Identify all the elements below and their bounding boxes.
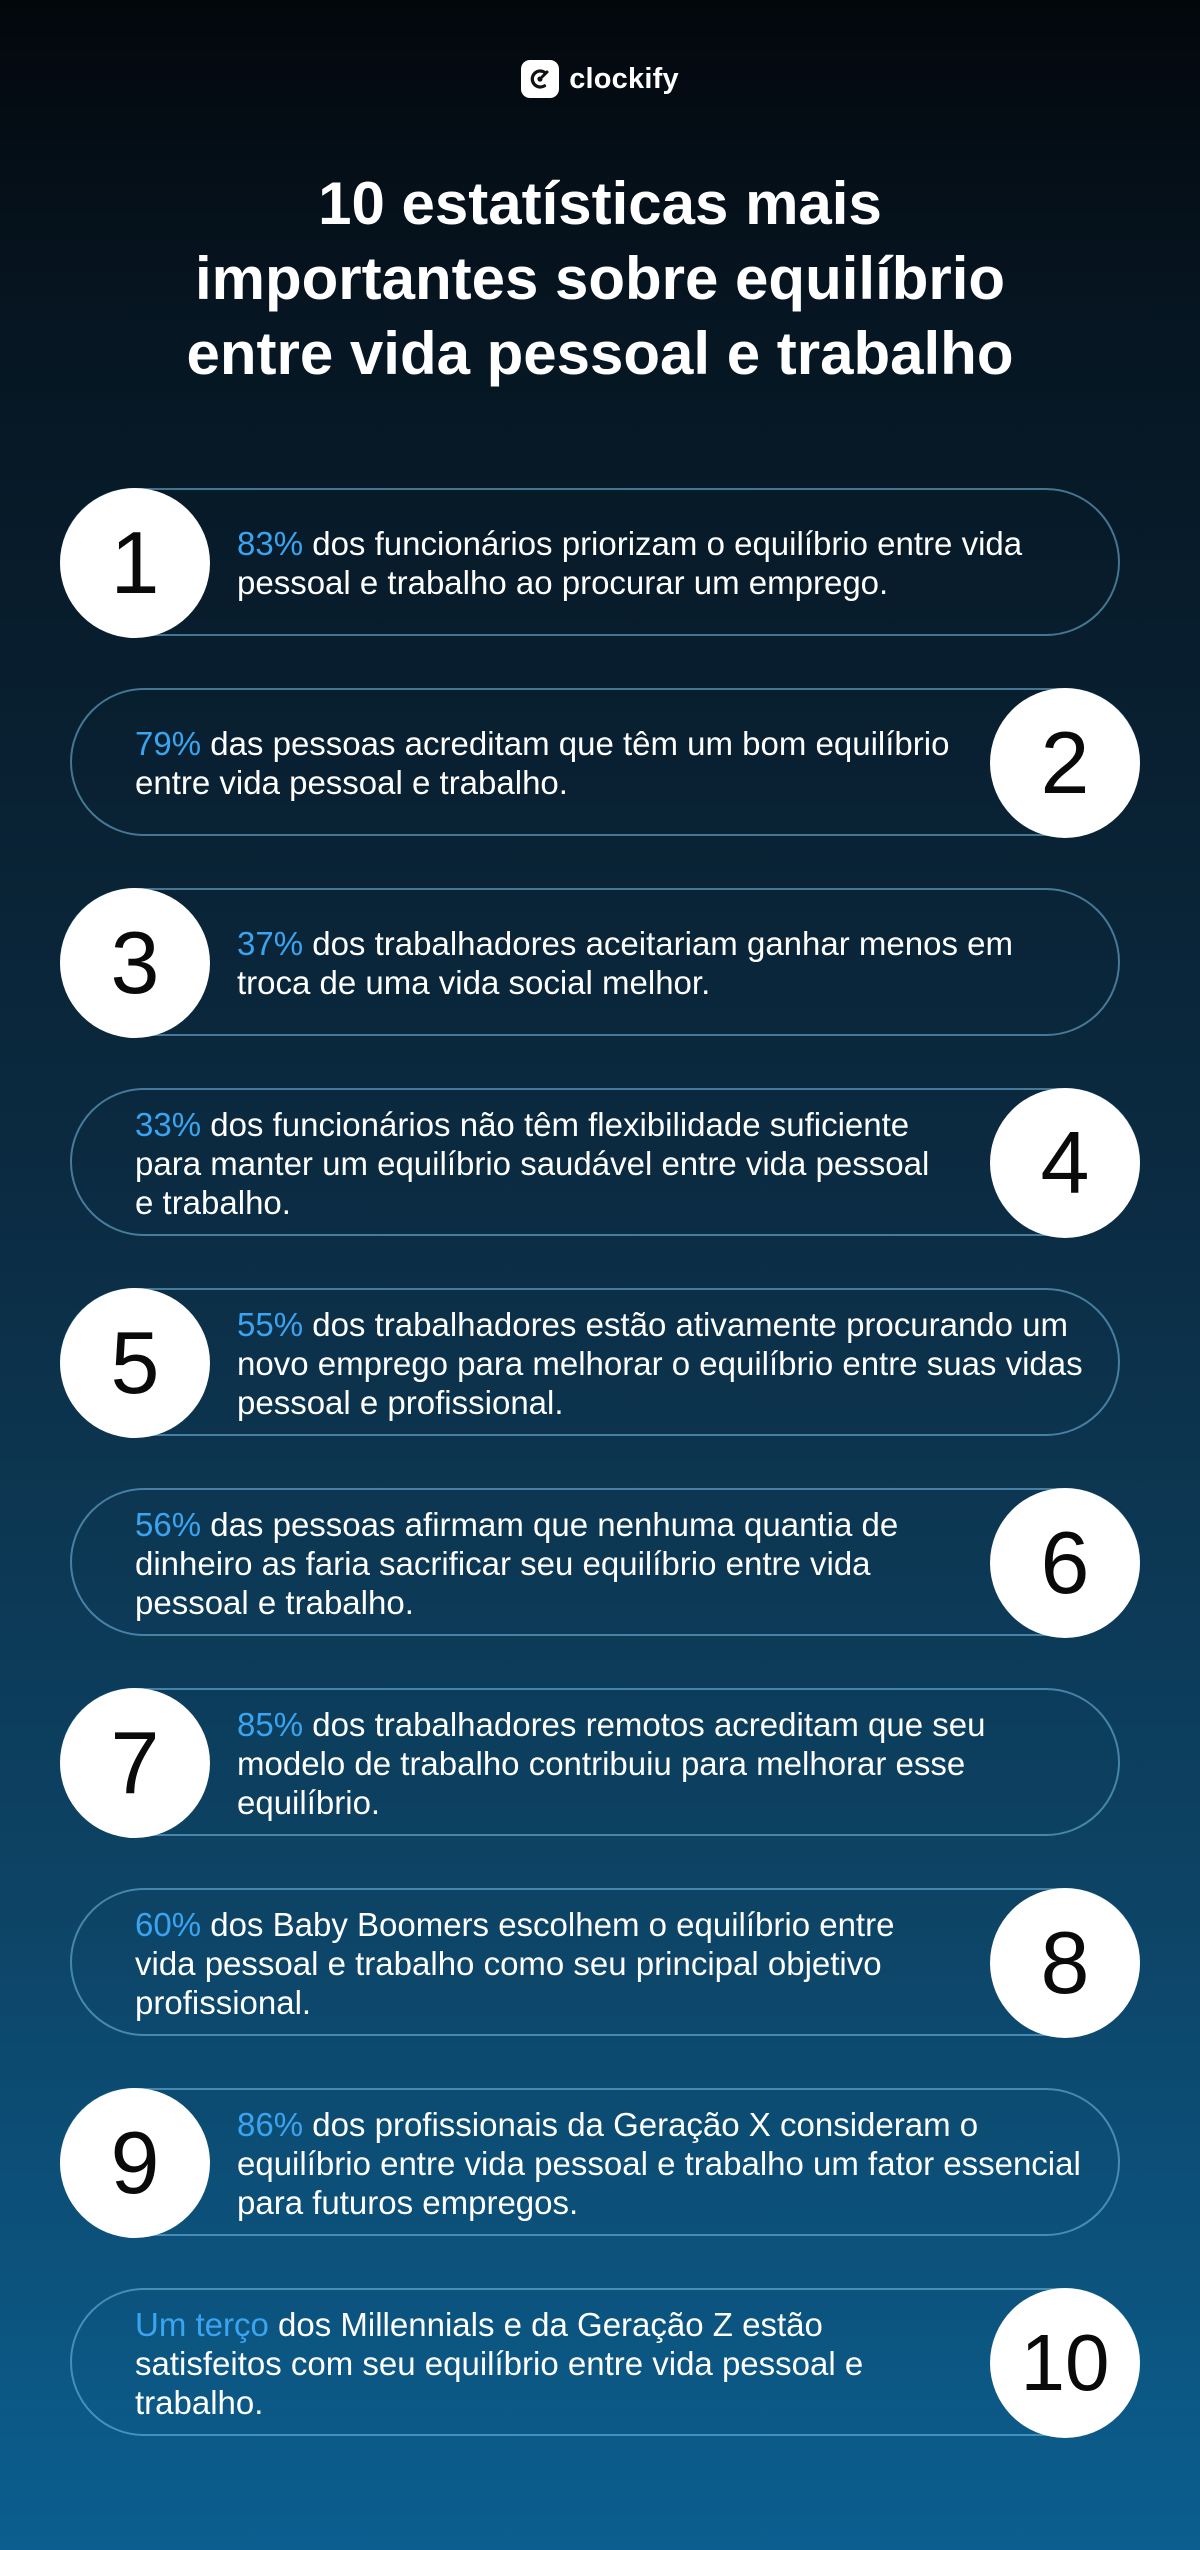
stat-highlight: 55% <box>237 1305 304 1343</box>
stat-number-badge: 1 <box>60 488 210 638</box>
stat-highlight: 86% <box>237 2105 304 2143</box>
stat-highlight: 56% <box>135 1505 202 1543</box>
stat-description: das pessoas acreditam que têm um bom equilíbrio entre vida pessoal e trabalho. <box>135 725 950 801</box>
stat-description: dos trabalhadores estão ativamente procurando um novo emprego para melhorar o equilíbrio entre suas vidas pessoal e profissional. <box>237 1305 1083 1421</box>
stat-item-8 <box>70 1888 1140 2038</box>
stat-description: dos Millennials e da Geração Z estão satisfeitos com seu equilíbrio entre vida pessoal e trabalho. <box>135 2305 864 2421</box>
stat-number-badge: 10 <box>990 2288 1140 2438</box>
stat-highlight: 83% <box>237 525 304 562</box>
stat-number-badge: 7 <box>60 1688 210 1838</box>
stat-description: das pessoas afirmam que nenhuma quantia de dinheiro as faria sacrificar seu equilíbrio entre vida pessoal e trabalho. <box>135 1505 899 1621</box>
stat-item-4 <box>70 1088 1140 1238</box>
title-line-1: 10 estatísticas mais <box>318 170 882 237</box>
stat-description: dos Baby Boomers escolhem o equilíbrio entre vida pessoal e trabalho como seu principal objetivo profissional. <box>135 1905 895 2021</box>
stat-highlight: 79% <box>135 725 202 762</box>
stat-number-badge: 5 <box>60 1288 210 1438</box>
stat-item-6 <box>70 1488 1140 1638</box>
stat-highlight: 60% <box>135 1905 202 1943</box>
stat-number-badge: 9 <box>60 2088 210 2238</box>
page-title <box>100 166 1100 391</box>
stat-number-badge: 6 <box>990 1488 1140 1638</box>
stat-text <box>237 2088 1090 2238</box>
stat-text <box>135 1488 950 1638</box>
stat-text <box>135 1888 950 2038</box>
stat-text <box>135 1088 950 1238</box>
stat-description: dos trabalhadores remotos acreditam que seu modelo de trabalho contribuiu para melhorar esse equilíbrio. <box>237 1705 986 1821</box>
stat-item-1 <box>60 488 1120 638</box>
title-line-2: importantes sobre equilíbrio <box>194 245 1006 312</box>
stat-item-7 <box>60 1688 1120 1838</box>
clockify-logo-icon <box>521 60 559 98</box>
brand-name: clockify <box>569 62 679 95</box>
stat-text <box>135 688 950 838</box>
stat-item-3 <box>60 888 1120 1038</box>
stat-highlight: 37% <box>237 925 304 962</box>
stat-text <box>135 2288 950 2438</box>
stat-item-2 <box>70 688 1140 838</box>
stat-item-10 <box>70 2288 1140 2438</box>
stat-highlight: 85% <box>237 1705 304 1743</box>
stat-description: dos trabalhadores aceitariam ganhar menos em troca de uma vida social melhor. <box>237 925 1013 1001</box>
stat-text <box>237 1688 1090 1838</box>
stat-highlight: 33% <box>135 1105 202 1143</box>
stat-item-5 <box>60 1288 1120 1438</box>
stat-text <box>237 488 1090 638</box>
stat-text <box>237 1288 1090 1438</box>
stat-text <box>237 888 1090 1038</box>
title-line-3: entre vida pessoal e trabalho <box>186 320 1014 387</box>
stat-description: dos funcionários não têm flexibilidade suficiente para manter um equilíbrio saudável entre vida pessoal e trabalho. <box>135 1105 930 1221</box>
stat-description: dos funcionários priorizam o equilíbrio entre vida pessoal e trabalho ao procurar um emprego. <box>237 525 1023 601</box>
stat-highlight: Um terço <box>135 2305 269 2343</box>
stat-number-badge: 2 <box>990 688 1140 838</box>
stat-description: dos profissionais da Geração X consideram o equilíbrio entre vida pessoal e trabalho um fator essencial para futuros empregos. <box>237 2105 1081 2221</box>
brand-logo <box>0 60 1200 98</box>
stat-item-9 <box>60 2088 1120 2238</box>
stat-number-badge: 8 <box>990 1888 1140 2038</box>
stat-number-badge: 3 <box>60 888 210 1038</box>
stat-number-badge: 4 <box>990 1088 1140 1238</box>
